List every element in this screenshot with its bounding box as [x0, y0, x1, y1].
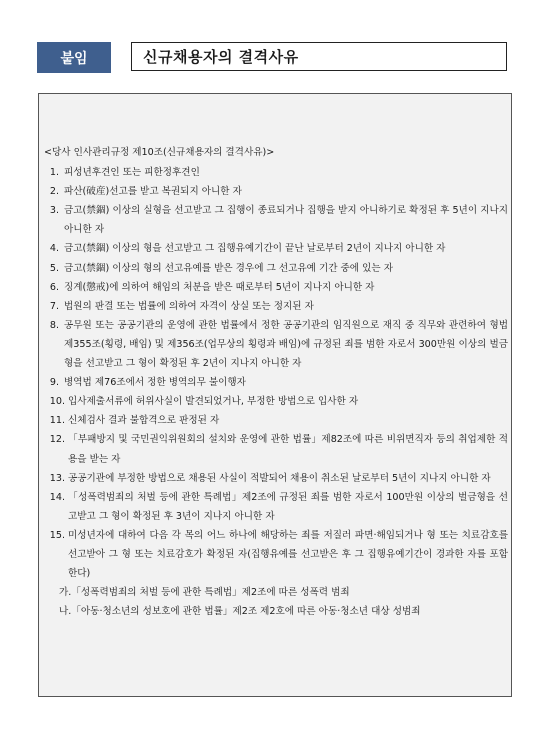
item-number: 2.: [49, 186, 59, 198]
list-item: [44, 316, 508, 373]
list-item: [44, 259, 508, 278]
item-number: 15.: [49, 529, 65, 541]
item-number: 14.: [49, 491, 65, 503]
item-text: 피성년후견인 또는 피한정후견인: [64, 167, 200, 179]
item-number: 6.: [49, 281, 59, 293]
list-item: [44, 201, 508, 239]
item-text: 미성년자에 대하여 다음 각 목의 어느 하나에 해당하는 죄를 저질러 파면·해임되거나 형 또는 치료감호를 선고받아 그 형 또는 치료감호가 확정된 자(집행유예를 선고받은 후 그 집행유예기간이 경과한 자를 포함한다): [68, 529, 508, 580]
list-item: [44, 469, 508, 488]
item-text: 「부패방지 및 국민권익위원회의 설치와 운영에 관한 법률」제82조에 따른 비위면직자 등의 취업제한 적용을 받는 자: [68, 434, 508, 465]
item-text: 신체검사 결과 불합격으로 판정된 자: [68, 415, 220, 427]
page-title: 신규채용자의 결격사유: [131, 42, 507, 71]
item-text: 공무원 또는 공공기관의 운영에 관한 법률에서 정한 공공기관의 임직원으로 재직 중 직무와 관련하여 형법 제355조(횡령, 배임) 및 제356조(업무상의 횡령과 배임)에 규정된 죄를 범한 자로서 300만원 이상의 벌금형을 선고받고 그 형이 확정된 후 2년이 지나지 아니한 자: [64, 319, 508, 370]
item-text: 공공기관에 부정한 방법으로 채용된 사실이 적발되어 채용이 취소된 날로부터 5년이 지나지 아니한 자: [68, 472, 491, 484]
item-text: 금고(禁錮) 이상의 실형을 선고받고 그 집행이 종료되거나 집행을 받지 아니하기로 확정된 후 5년이 지나지 아니한 자: [64, 205, 508, 236]
item-text: 파산(破産)선고를 받고 복권되지 아니한 자: [64, 186, 242, 198]
item-text: 금고(禁錮) 이상의 형의 선고유예를 받은 경우에 그 선고유예 기간 중에 있는 자: [64, 262, 393, 274]
list-item: [44, 163, 508, 182]
list-item: [44, 373, 508, 392]
item-number: 3.: [49, 205, 59, 217]
item-number: 4.: [49, 243, 59, 255]
sub-item: 나.「아동·청소년의 성보호에 관한 법률」제2조 제2호에 따른 아동·청소년 대상 성범죄: [59, 606, 421, 618]
item-number: 8.: [49, 319, 59, 331]
item-number: 5.: [49, 262, 59, 274]
disqualification-list: [44, 143, 508, 621]
item-text: 금고(禁錮) 이상의 형을 선고받고 그 집행유예기간이 끝난 날로부터 2년이 지나지 아니한 자: [64, 243, 446, 255]
list-item: [44, 297, 508, 316]
item-text: 입사제출서류에 허위사실이 발견되었거나, 부정한 방법으로 입사한 자: [68, 396, 359, 408]
item-text: 법원의 판결 또는 법률에 의하여 자격이 상실 또는 정지된 자: [64, 300, 314, 312]
item-text: 징계(懲戒)에 의하여 해임의 처분을 받은 때로부터 5년이 지나지 아니한 자: [64, 281, 375, 293]
list-item: [44, 430, 508, 468]
list-item: [44, 488, 508, 526]
item-number: 7.: [49, 300, 59, 312]
regulation-heading: <당사 인사관리규정 제10조(신규채용자의 결격사유)>: [44, 147, 275, 158]
list-item: [44, 411, 508, 430]
item-number: 12.: [49, 434, 65, 446]
list-item: [44, 239, 508, 258]
item-number: 10.: [49, 396, 65, 408]
item-number: 9.: [49, 377, 59, 389]
item-number: 13.: [49, 472, 65, 484]
list-item: [44, 526, 508, 583]
item-number: 1.: [49, 167, 59, 179]
list-item: [44, 278, 508, 297]
attachment-tag: 붙임: [37, 42, 111, 73]
list-item: [44, 182, 508, 201]
item-number: 11.: [49, 415, 65, 427]
sub-item: 가.「성폭력범죄의 처벌 등에 관한 특례법」제2조에 따른 성폭력 범죄: [59, 587, 350, 599]
item-text: 「성폭력범죄의 처벌 등에 관한 특례법」제2조에 규정된 죄를 범한 자로서 100만원 이상의 벌금형을 선고받고 그 형이 확정된 후 3년이 지나지 아니한 자: [68, 491, 508, 522]
item-text: 병역법 제76조에서 정한 병역의무 불이행자: [64, 377, 246, 389]
list-item: [44, 392, 508, 411]
